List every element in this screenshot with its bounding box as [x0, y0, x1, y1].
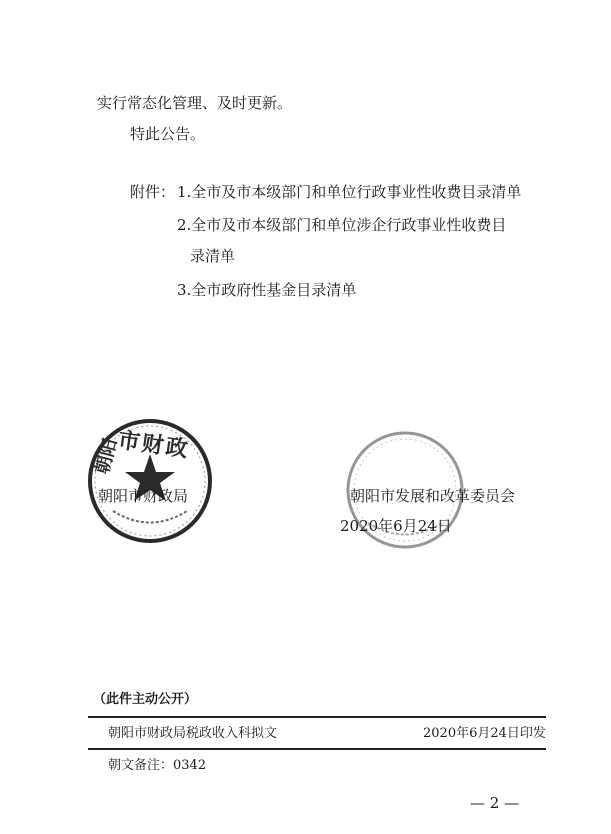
attachment-item-2: 2.全市及市本级部门和单位涉企行政事业性收费目	[177, 216, 507, 234]
attachments-label: 附件：	[130, 183, 176, 201]
attachment-item-1: 1.全市及市本级部门和单位行政事业性收费目录清单	[177, 183, 522, 201]
footer-rule-top	[88, 716, 546, 718]
left-seal-arc-text: 市财政	[116, 427, 192, 463]
record-number: 朝文备注：0342	[108, 758, 207, 773]
print-date: 2020年6月24日印发	[423, 726, 546, 741]
attachment-item-3: 3.全市政府性基金目录清单	[177, 281, 357, 299]
body-line-1: 实行常态化管理、及时更新。	[97, 94, 293, 112]
left-signature-org: 朝阳市财政局	[98, 487, 189, 505]
page-number: — 2 —	[470, 794, 520, 812]
right-signature-org: 朝阳市发展和改革委员会	[350, 487, 516, 505]
attachment-item-2-cont: 录清单	[190, 247, 236, 265]
left-seal-side-text: 朝阳	[91, 436, 122, 477]
footer-rule-bottom	[88, 748, 546, 750]
issuer-text: 朝阳市财政局税政收入科拟文	[108, 726, 278, 741]
signature-date: 2020年6月24日	[340, 517, 452, 535]
public-note: （此件主动公开）	[93, 692, 198, 707]
body-line-2: 特此公告。	[130, 125, 206, 143]
